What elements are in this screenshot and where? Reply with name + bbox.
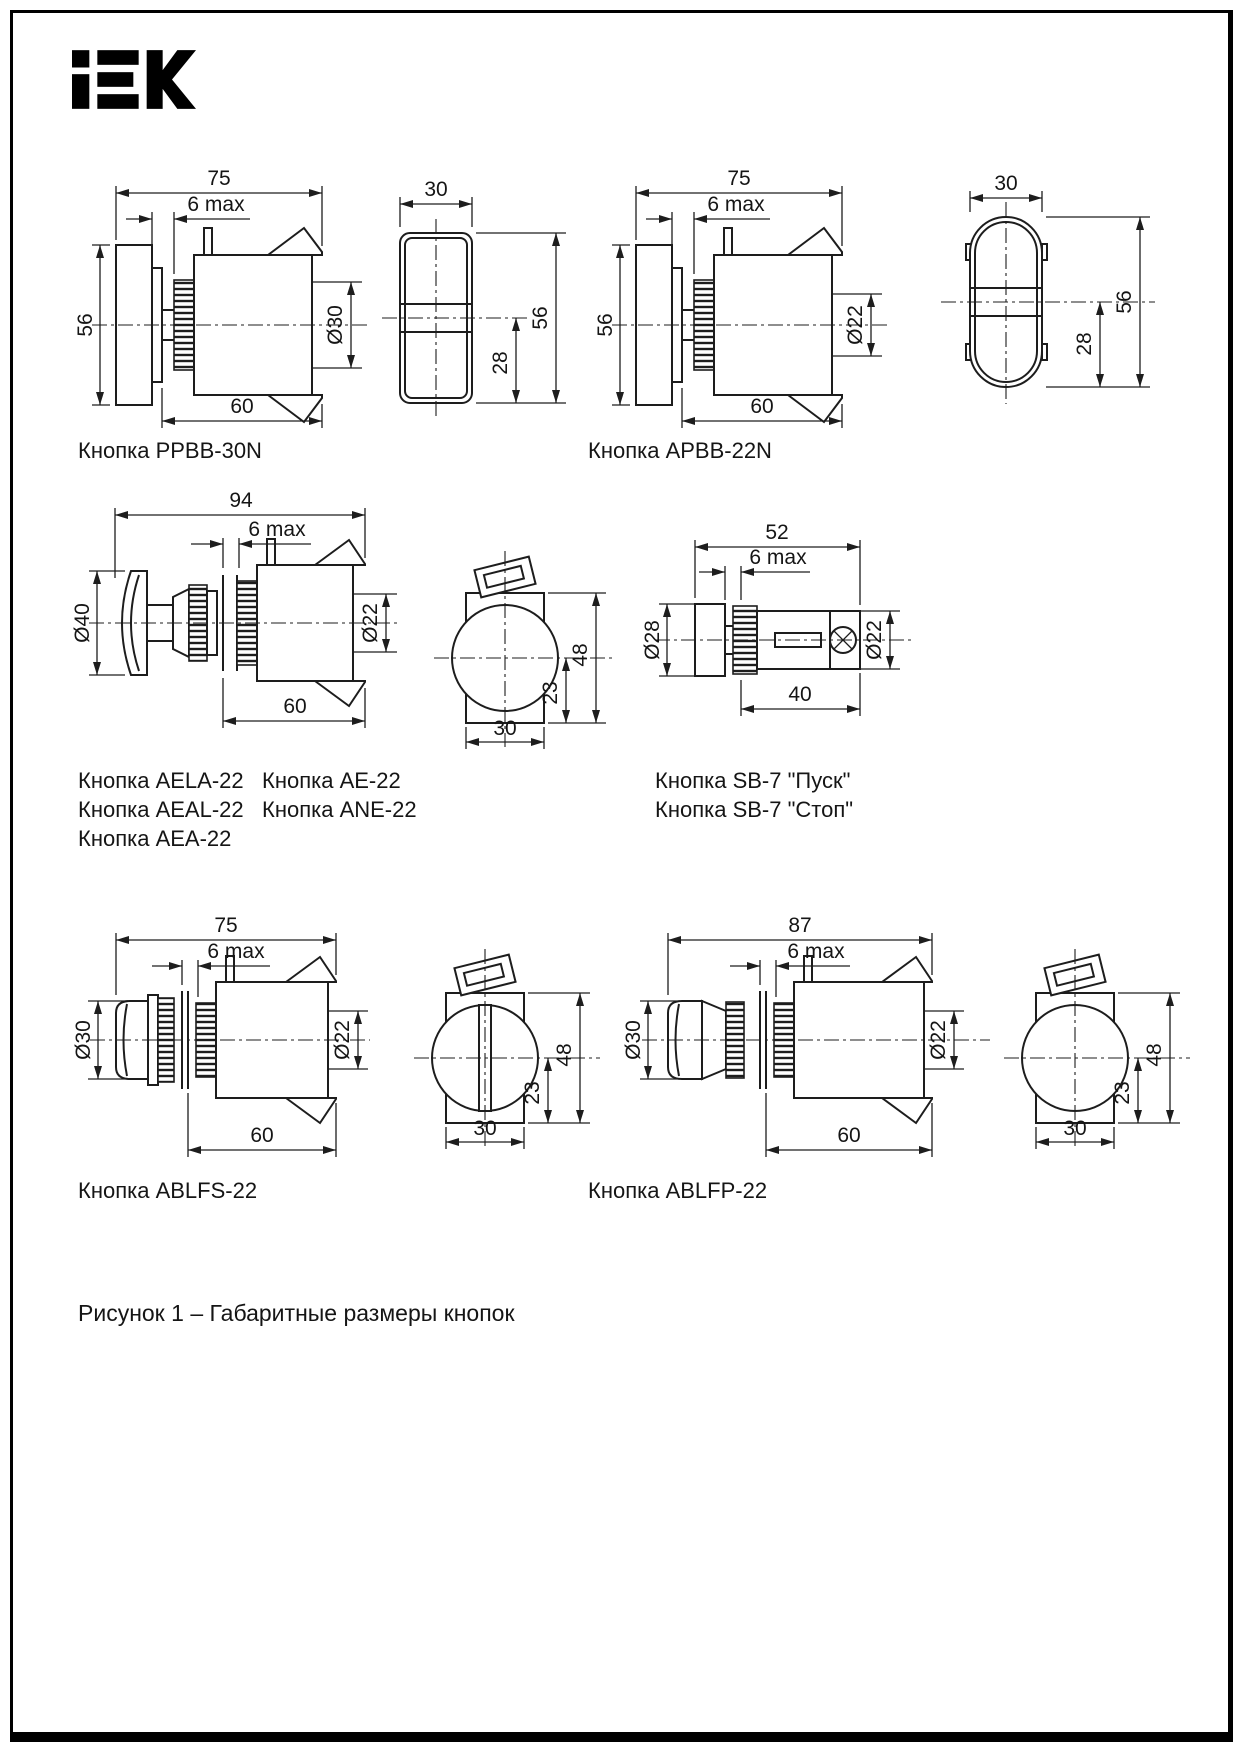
- ablfs-label: Кнопка ABLFS-22: [78, 1178, 258, 1203]
- ae-label-1: Кнопка AE-22: [262, 768, 401, 793]
- sb7-label-2: Кнопка SB-7 "Стоп": [655, 797, 854, 822]
- apbb-side-drawing: [590, 160, 920, 440]
- ablfp-front-drawing: [990, 875, 1205, 1175]
- aela-label-3: Кнопка AEA-22: [78, 826, 232, 851]
- sb7-label-1: Кнопка SB-7 "Пуск": [655, 768, 851, 793]
- dim-total-length: 75: [214, 914, 238, 937]
- dim-body-length: 60: [837, 1124, 861, 1147]
- dim-total-length: 75: [727, 167, 751, 190]
- dim-face-height: 56: [74, 313, 97, 337]
- dim-body-length: 40: [788, 683, 812, 706]
- dim-center-to-bottom: 23: [539, 681, 562, 705]
- ablfs-front-drawing: [400, 875, 615, 1175]
- dim-center-to-edge: 28: [489, 351, 512, 375]
- dim-actuator-dia: Ø22: [359, 603, 382, 643]
- dim-panel-max: 6 max: [749, 546, 807, 569]
- aela-label-1: Кнопка AELA-22: [78, 768, 244, 793]
- aela-side-drawing: [65, 478, 415, 743]
- sb7-side-drawing: [595, 500, 940, 735]
- dim-bracket-height: 48: [1143, 1043, 1166, 1067]
- dim-panel-max: 6 max: [207, 940, 265, 963]
- ppbb-front-drawing: [370, 175, 600, 440]
- ablfs-side-drawing: [70, 905, 390, 1170]
- dim-body-length: 60: [250, 1124, 274, 1147]
- dim-total-length: 94: [229, 489, 253, 512]
- dim-bracket-width: 30: [493, 717, 517, 740]
- ablfp-side-drawing: [620, 905, 1015, 1170]
- apbb-front-drawing: [925, 172, 1210, 442]
- ae-label-2: Кнопка ANE-22: [262, 797, 417, 822]
- iek-logo: [72, 50, 196, 109]
- dim-panel-max: 6 max: [248, 518, 306, 541]
- dim-panel-max: 6 max: [187, 193, 245, 216]
- aela-label-2: Кнопка AEAL-22: [78, 797, 244, 822]
- dim-bracket-width: 30: [1063, 1117, 1087, 1140]
- dim-center-to-edge: 28: [1073, 332, 1096, 356]
- dim-bracket-width: 30: [473, 1117, 497, 1140]
- dim-bracket-height: 48: [553, 1043, 576, 1067]
- dim-center-to-bottom: 23: [521, 1081, 544, 1105]
- dim-total-length: 75: [207, 167, 231, 190]
- dim-face-dia: Ø30: [622, 1020, 645, 1060]
- dim-actuator-dia: Ø22: [844, 305, 867, 345]
- dim-body-length: 60: [230, 395, 254, 418]
- iek-logo-letters: [72, 50, 196, 109]
- dim-actuator-dia: Ø22: [331, 1020, 354, 1060]
- dim-actuator-dia: Ø22: [863, 620, 886, 660]
- ppbb-label: Кнопка PPBB-30N: [78, 438, 262, 463]
- dim-actuator-dia: Ø30: [324, 305, 347, 345]
- dim-front-height: 56: [1113, 290, 1136, 314]
- dim-cap-dia: Ø40: [71, 603, 94, 643]
- dim-body-length: 60: [283, 695, 307, 718]
- dim-actuator-dia: Ø22: [927, 1020, 950, 1060]
- ablfp-label: Кнопка ABLFP-22: [588, 1178, 768, 1203]
- dim-panel-max: 6 max: [707, 193, 765, 216]
- dim-body-length: 60: [750, 395, 774, 418]
- apbb-label: Кнопка APBB-22N: [588, 438, 772, 463]
- dim-face-dia: Ø30: [72, 1020, 95, 1060]
- figure-caption: Рисунок 1 – Габаритные размеры кнопок: [78, 1300, 515, 1326]
- ppbb-side-drawing: [70, 160, 390, 440]
- dim-front-width: 30: [424, 178, 448, 201]
- dim-front-width: 30: [994, 172, 1018, 195]
- dim-panel-max: 6 max: [787, 940, 845, 963]
- dim-front-height: 56: [529, 306, 552, 330]
- dim-total-length: 52: [765, 521, 789, 544]
- dim-face-dia: Ø28: [641, 620, 664, 660]
- dim-total-length: 87: [788, 914, 812, 937]
- dim-face-height: 56: [594, 313, 617, 337]
- dim-bracket-height: 48: [569, 643, 592, 667]
- dim-center-to-bottom: 23: [1111, 1081, 1134, 1105]
